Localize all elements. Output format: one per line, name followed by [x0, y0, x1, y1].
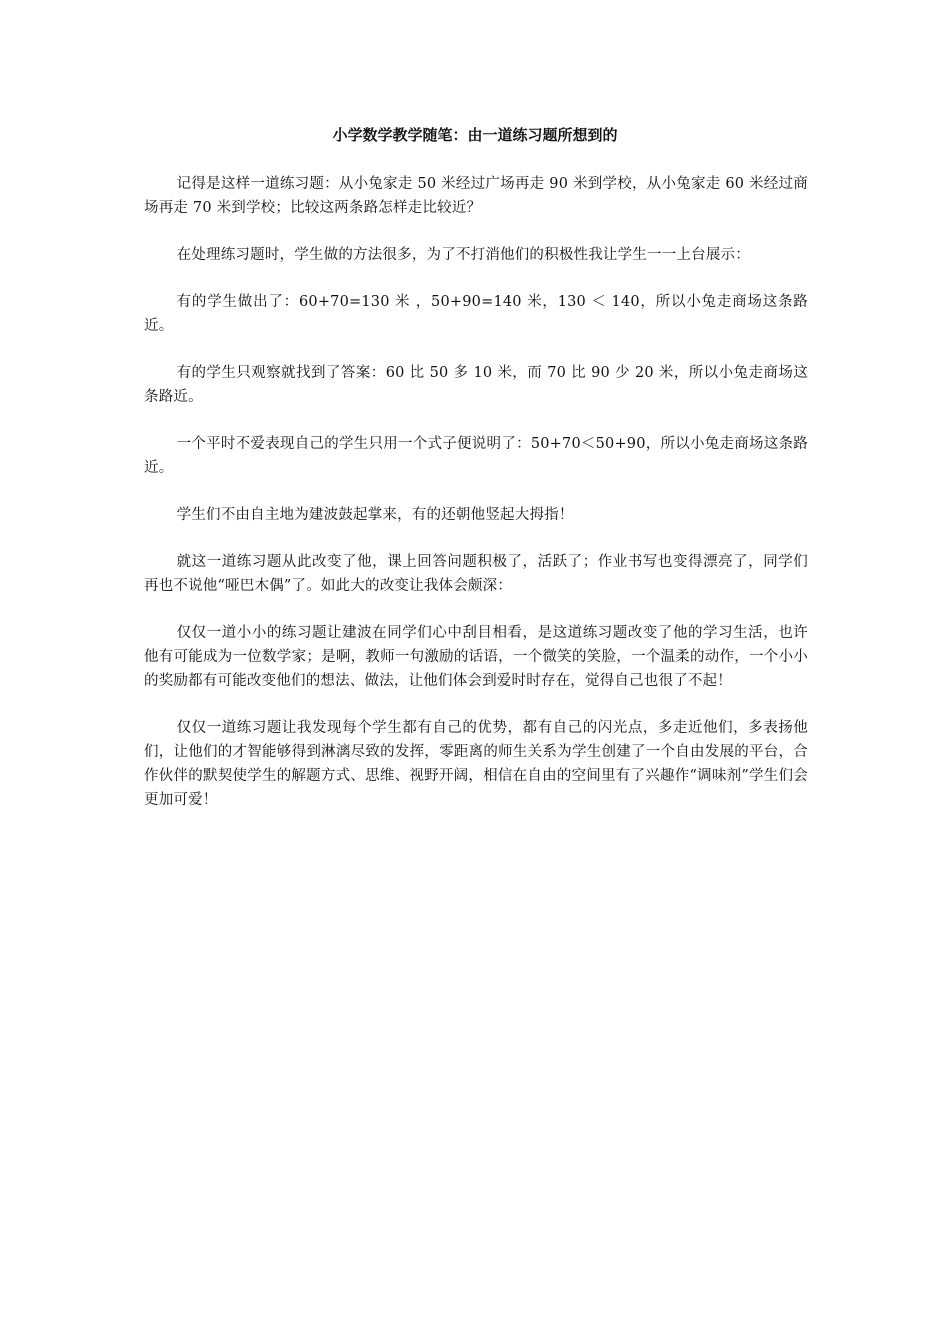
document-title: 小学数学教学随笔：由一道练习题所想到的	[332, 126, 618, 144]
paragraph-1: 记得是这样一道练习题：从小兔家走 50 米经过广场再走 90 米到学校，从小兔家走 60 米经过商场再走 70 米到学校；比较这两条路怎样走比较近？	[144, 176, 808, 216]
document-body	[144, 172, 808, 835]
paragraph-5: 一个平时不爱表现自己的学生只用一个式子便说明了：50+70＜50+90，所以小兔走商场这条路近。	[144, 436, 808, 476]
paragraph-8: 仅仅一道小小的练习题让建波在同学们心中刮目相看，是这道练习题改变了他的学习生活，也许他有可能成为一位数学家；是啊，教师一句激励的话语，一个微笑的笑脸，一个温柔的动作，一个小小的奖励都有可能改变他们的想法、做法，让他们体会到爱时时存在，觉得自己也很了不起！	[144, 625, 808, 689]
paragraph-4: 有的学生只观察就找到了答案：60 比 50 多 10 米，而 70 比 90 少 20 米，所以小兔走商场这条路近。	[144, 365, 808, 405]
paragraph-3: 有的学生做出了：60+70=130 米 ，50+90=140 米，130 ＜ 140，所以小兔走商场这条路近。	[144, 294, 808, 334]
paragraph-6: 学生们不由自主地为建波鼓起掌来，有的还朝他竖起大拇指！	[176, 507, 574, 523]
paragraph-2: 在处理练习题时，学生做的方法很多，为了不打消他们的积极性我让学生一一上台展示：	[176, 247, 750, 263]
paragraph-9: 仅仅一道练习题让我发现每个学生都有自己的优势，都有自己的闪光点，多走近他们，多表扬他们，让他们的才智能够得到淋漓尽致的发挥，零距离的师生关系为学生创建了一个自由发展的平台，合作伙伴的默契使学生的解题方式、思维、视野开阔，相信在自由的空间里有了兴趣作“调味剂”学生们会更加可爱！	[144, 720, 808, 808]
paragraph-7: 就这一道练习题从此改变了他，课上回答问题积极了，活跃了；作业书写也变得漂亮了，同学们再也不说他“哑巴木偶”了。如此大的改变让我体会颇深：	[144, 554, 808, 594]
